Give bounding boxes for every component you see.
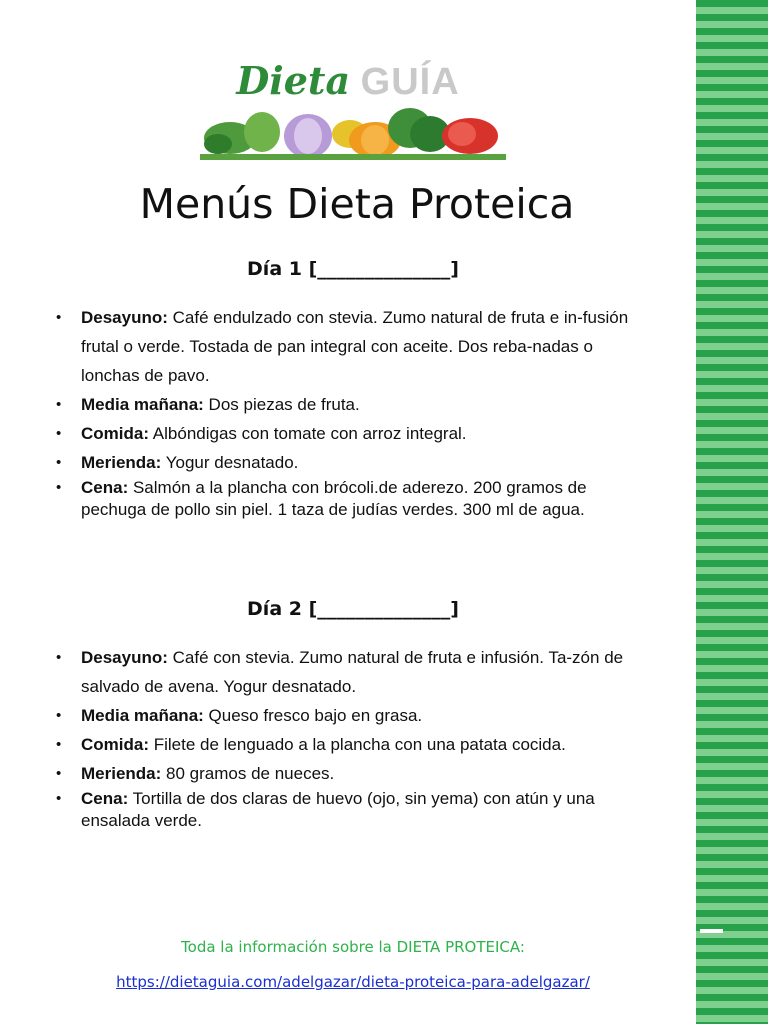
meal-list (56, 643, 646, 832)
meal-label: Desayuno: (81, 308, 168, 327)
meal-item (56, 448, 646, 477)
meal-label: Cena: (81, 789, 129, 808)
meal-label: Media mañana: (81, 395, 204, 414)
meal-label: Merienda: (81, 453, 162, 472)
meal-text: Tortilla de dos claras de huevo (ojo, sin yema) con atún y una ensalada verde. (81, 789, 595, 830)
meal-item (56, 419, 646, 448)
bullet: • (56, 425, 62, 442)
meal-list (56, 303, 646, 521)
bullet: • (56, 396, 62, 413)
meal-text: Salmón a la plancha con brócoli.de aderezo. 200 gramos de pechuga de pollo sin piel. 1 taza de judías verdes. 300 ml de agua. (81, 478, 587, 519)
meal-item (56, 390, 646, 419)
day-heading: Día 1 [______________] (247, 258, 459, 280)
logo-word-guia: GUÍA (360, 61, 460, 103)
logo (0, 58, 696, 105)
meal-text: Café endulzado con stevia. Zumo natural de fruta e in-fusión frutal o verde. Tostada de pan integral con aceite. Dos reba-nadas o lonchas de pavo. (81, 308, 629, 385)
logo-word-dieta: Dieta (236, 58, 351, 103)
stripe-mark (700, 929, 723, 933)
meal-item (56, 759, 646, 788)
meal-item (56, 788, 646, 832)
day-heading: Día 2 [______________] (247, 598, 459, 620)
bullet: • (56, 790, 62, 807)
meal-text: Café con stevia. Zumo natural de fruta e infusión. Ta-zón de salvado de avena. Yogur desnatado. (81, 648, 624, 696)
meal-label: Desayuno: (81, 648, 168, 667)
bullet: • (56, 765, 62, 782)
meal-text: Queso fresco bajo en grasa. (208, 706, 423, 725)
meal-label: Cena: (81, 478, 129, 497)
footer-info-text: Toda la información sobre la DIETA PROTEICA: (181, 938, 525, 956)
meal-item (56, 701, 646, 730)
footer-link[interactable]: https://dietaguia.com/adelgazar/dieta-proteica-para-adelgazar/ (116, 973, 590, 991)
bullet: • (56, 454, 62, 471)
bullet: • (56, 479, 62, 496)
meal-item (56, 643, 646, 701)
meal-text: 80 gramos de nueces. (166, 764, 335, 783)
bullet: • (56, 649, 62, 666)
meal-text: Dos piezas de fruta. (208, 395, 360, 414)
meal-label: Comida: (81, 424, 149, 443)
meal-item (56, 730, 646, 759)
vegetables-illustration (200, 104, 506, 160)
meal-label: Media mañana: (81, 706, 204, 725)
meal-text: Filete de lenguado a la plancha con una patata cocida. (153, 735, 566, 754)
bullet: • (56, 736, 62, 753)
page-title: Menús Dieta Proteica (139, 180, 575, 228)
meal-label: Comida: (81, 735, 149, 754)
bullet: • (56, 309, 62, 326)
meal-item (56, 477, 646, 521)
meal-text: Albóndigas con tomate con arroz integral. (152, 424, 467, 443)
bullet: • (56, 707, 62, 724)
decorative-stripe-border (696, 0, 768, 1024)
meal-text: Yogur desnatado. (165, 453, 299, 472)
meal-label: Merienda: (81, 764, 162, 783)
meal-item (56, 303, 646, 390)
